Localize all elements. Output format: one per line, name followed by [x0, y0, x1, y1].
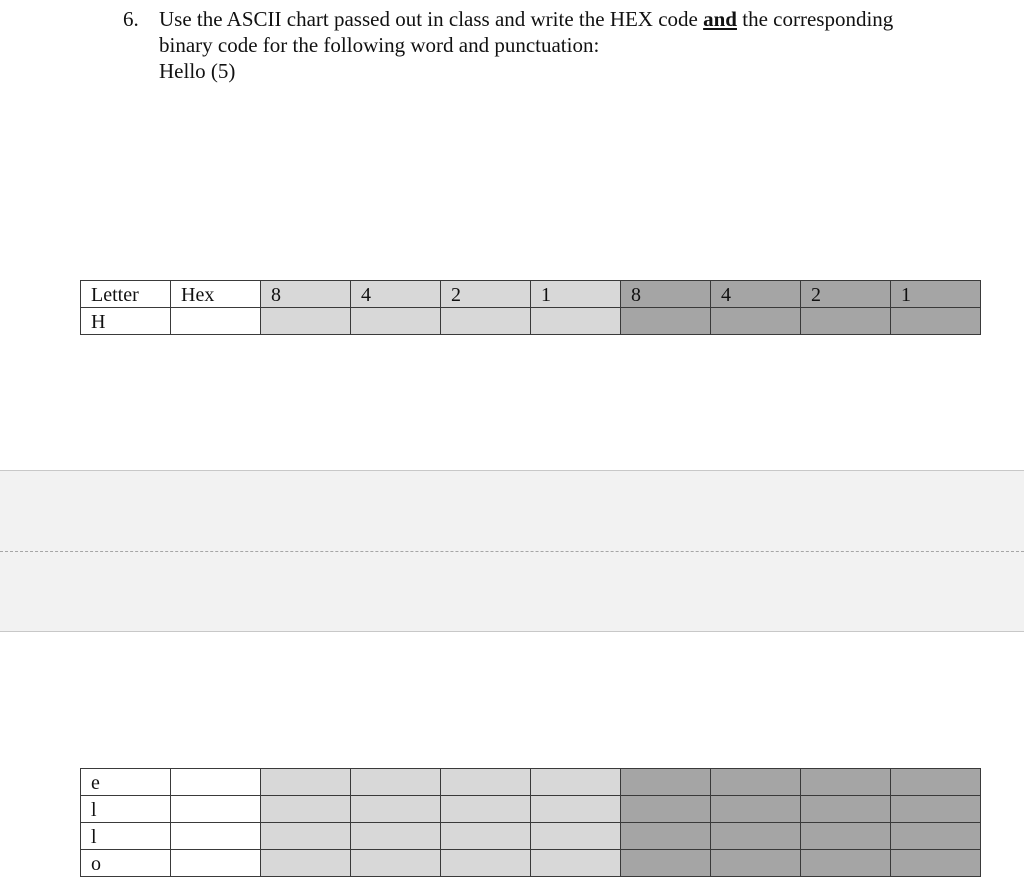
question-line-1-start: Use the ASCII chart passed out in class and write the HEX code [159, 7, 704, 31]
upper-bit-cell[interactable] [531, 769, 621, 796]
header-lower-bit-4: 4 [711, 281, 801, 308]
upper-bit-cell[interactable] [351, 796, 441, 823]
header-letter: Letter [81, 281, 171, 308]
upper-bit-cell[interactable] [531, 850, 621, 877]
header-upper-bit-8: 8 [261, 281, 351, 308]
lower-bit-cell[interactable] [891, 823, 981, 850]
hex-answer-cell[interactable] [171, 796, 261, 823]
lower-bit-cell[interactable] [891, 850, 981, 877]
letter-cell: o [81, 850, 171, 877]
page-break-band [0, 470, 1024, 632]
upper-bit-cell[interactable] [441, 769, 531, 796]
upper-bit-cell[interactable] [261, 308, 351, 335]
binary-table-bottom [80, 768, 981, 877]
lower-bit-cell[interactable] [891, 308, 981, 335]
table-row [81, 796, 981, 823]
lower-bit-cell[interactable] [711, 823, 801, 850]
lower-bit-cell[interactable] [801, 769, 891, 796]
table-row [81, 850, 981, 877]
hex-answer-cell[interactable] [171, 308, 261, 335]
binary-table-top [80, 280, 981, 335]
upper-bit-cell[interactable] [531, 823, 621, 850]
letter-cell: l [81, 823, 171, 850]
lower-bit-cell[interactable] [621, 850, 711, 877]
upper-bit-cell[interactable] [351, 823, 441, 850]
upper-bit-cell[interactable] [441, 850, 531, 877]
upper-bit-cell[interactable] [351, 308, 441, 335]
lower-bit-cell[interactable] [621, 769, 711, 796]
table-row [81, 308, 981, 335]
header-hex: Hex [171, 281, 261, 308]
lower-bit-cell[interactable] [801, 308, 891, 335]
hex-answer-cell[interactable] [171, 769, 261, 796]
question-line-1-end: the corresponding [736, 7, 894, 31]
upper-bit-cell[interactable] [261, 850, 351, 877]
upper-bit-cell[interactable] [351, 769, 441, 796]
lower-bit-cell[interactable] [621, 308, 711, 335]
upper-bit-cell[interactable] [441, 796, 531, 823]
page-break-line [0, 551, 1024, 552]
hex-answer-cell[interactable] [171, 850, 261, 877]
lower-bit-cell[interactable] [801, 796, 891, 823]
lower-bit-cell[interactable] [711, 796, 801, 823]
table-row [81, 823, 981, 850]
header-upper-bit-4: 4 [351, 281, 441, 308]
table-header-row [81, 281, 981, 308]
lower-bit-cell[interactable] [891, 796, 981, 823]
lower-bit-cell[interactable] [891, 769, 981, 796]
table-row [81, 769, 981, 796]
lower-bit-cell[interactable] [621, 823, 711, 850]
hex-answer-cell[interactable] [171, 823, 261, 850]
lower-bit-cell[interactable] [801, 850, 891, 877]
upper-bit-cell[interactable] [531, 796, 621, 823]
upper-bit-cell[interactable] [261, 796, 351, 823]
upper-bit-cell[interactable] [531, 308, 621, 335]
header-lower-bit-1: 1 [891, 281, 981, 308]
lower-bit-cell[interactable] [711, 769, 801, 796]
question-line-2: binary code for the following word and punctuation: [159, 33, 600, 57]
question-number: 6. [123, 7, 139, 31]
upper-bit-cell[interactable] [441, 308, 531, 335]
lower-bit-cell[interactable] [621, 796, 711, 823]
question-emphasis-and: and [703, 7, 737, 31]
question-line-1 [159, 6, 999, 32]
letter-cell: l [81, 796, 171, 823]
letter-cell: H [81, 308, 171, 335]
lower-bit-cell[interactable] [801, 823, 891, 850]
lower-bit-cell[interactable] [711, 850, 801, 877]
header-upper-bit-2: 2 [441, 281, 531, 308]
header-lower-bit-8: 8 [621, 281, 711, 308]
lower-bit-cell[interactable] [711, 308, 801, 335]
upper-bit-cell[interactable] [261, 823, 351, 850]
upper-bit-cell[interactable] [441, 823, 531, 850]
question-text [159, 6, 999, 84]
header-lower-bit-2: 2 [801, 281, 891, 308]
upper-bit-cell[interactable] [351, 850, 441, 877]
letter-cell: e [81, 769, 171, 796]
upper-bit-cell[interactable] [261, 769, 351, 796]
header-upper-bit-1: 1 [531, 281, 621, 308]
question-line-3: Hello (5) [159, 59, 236, 83]
